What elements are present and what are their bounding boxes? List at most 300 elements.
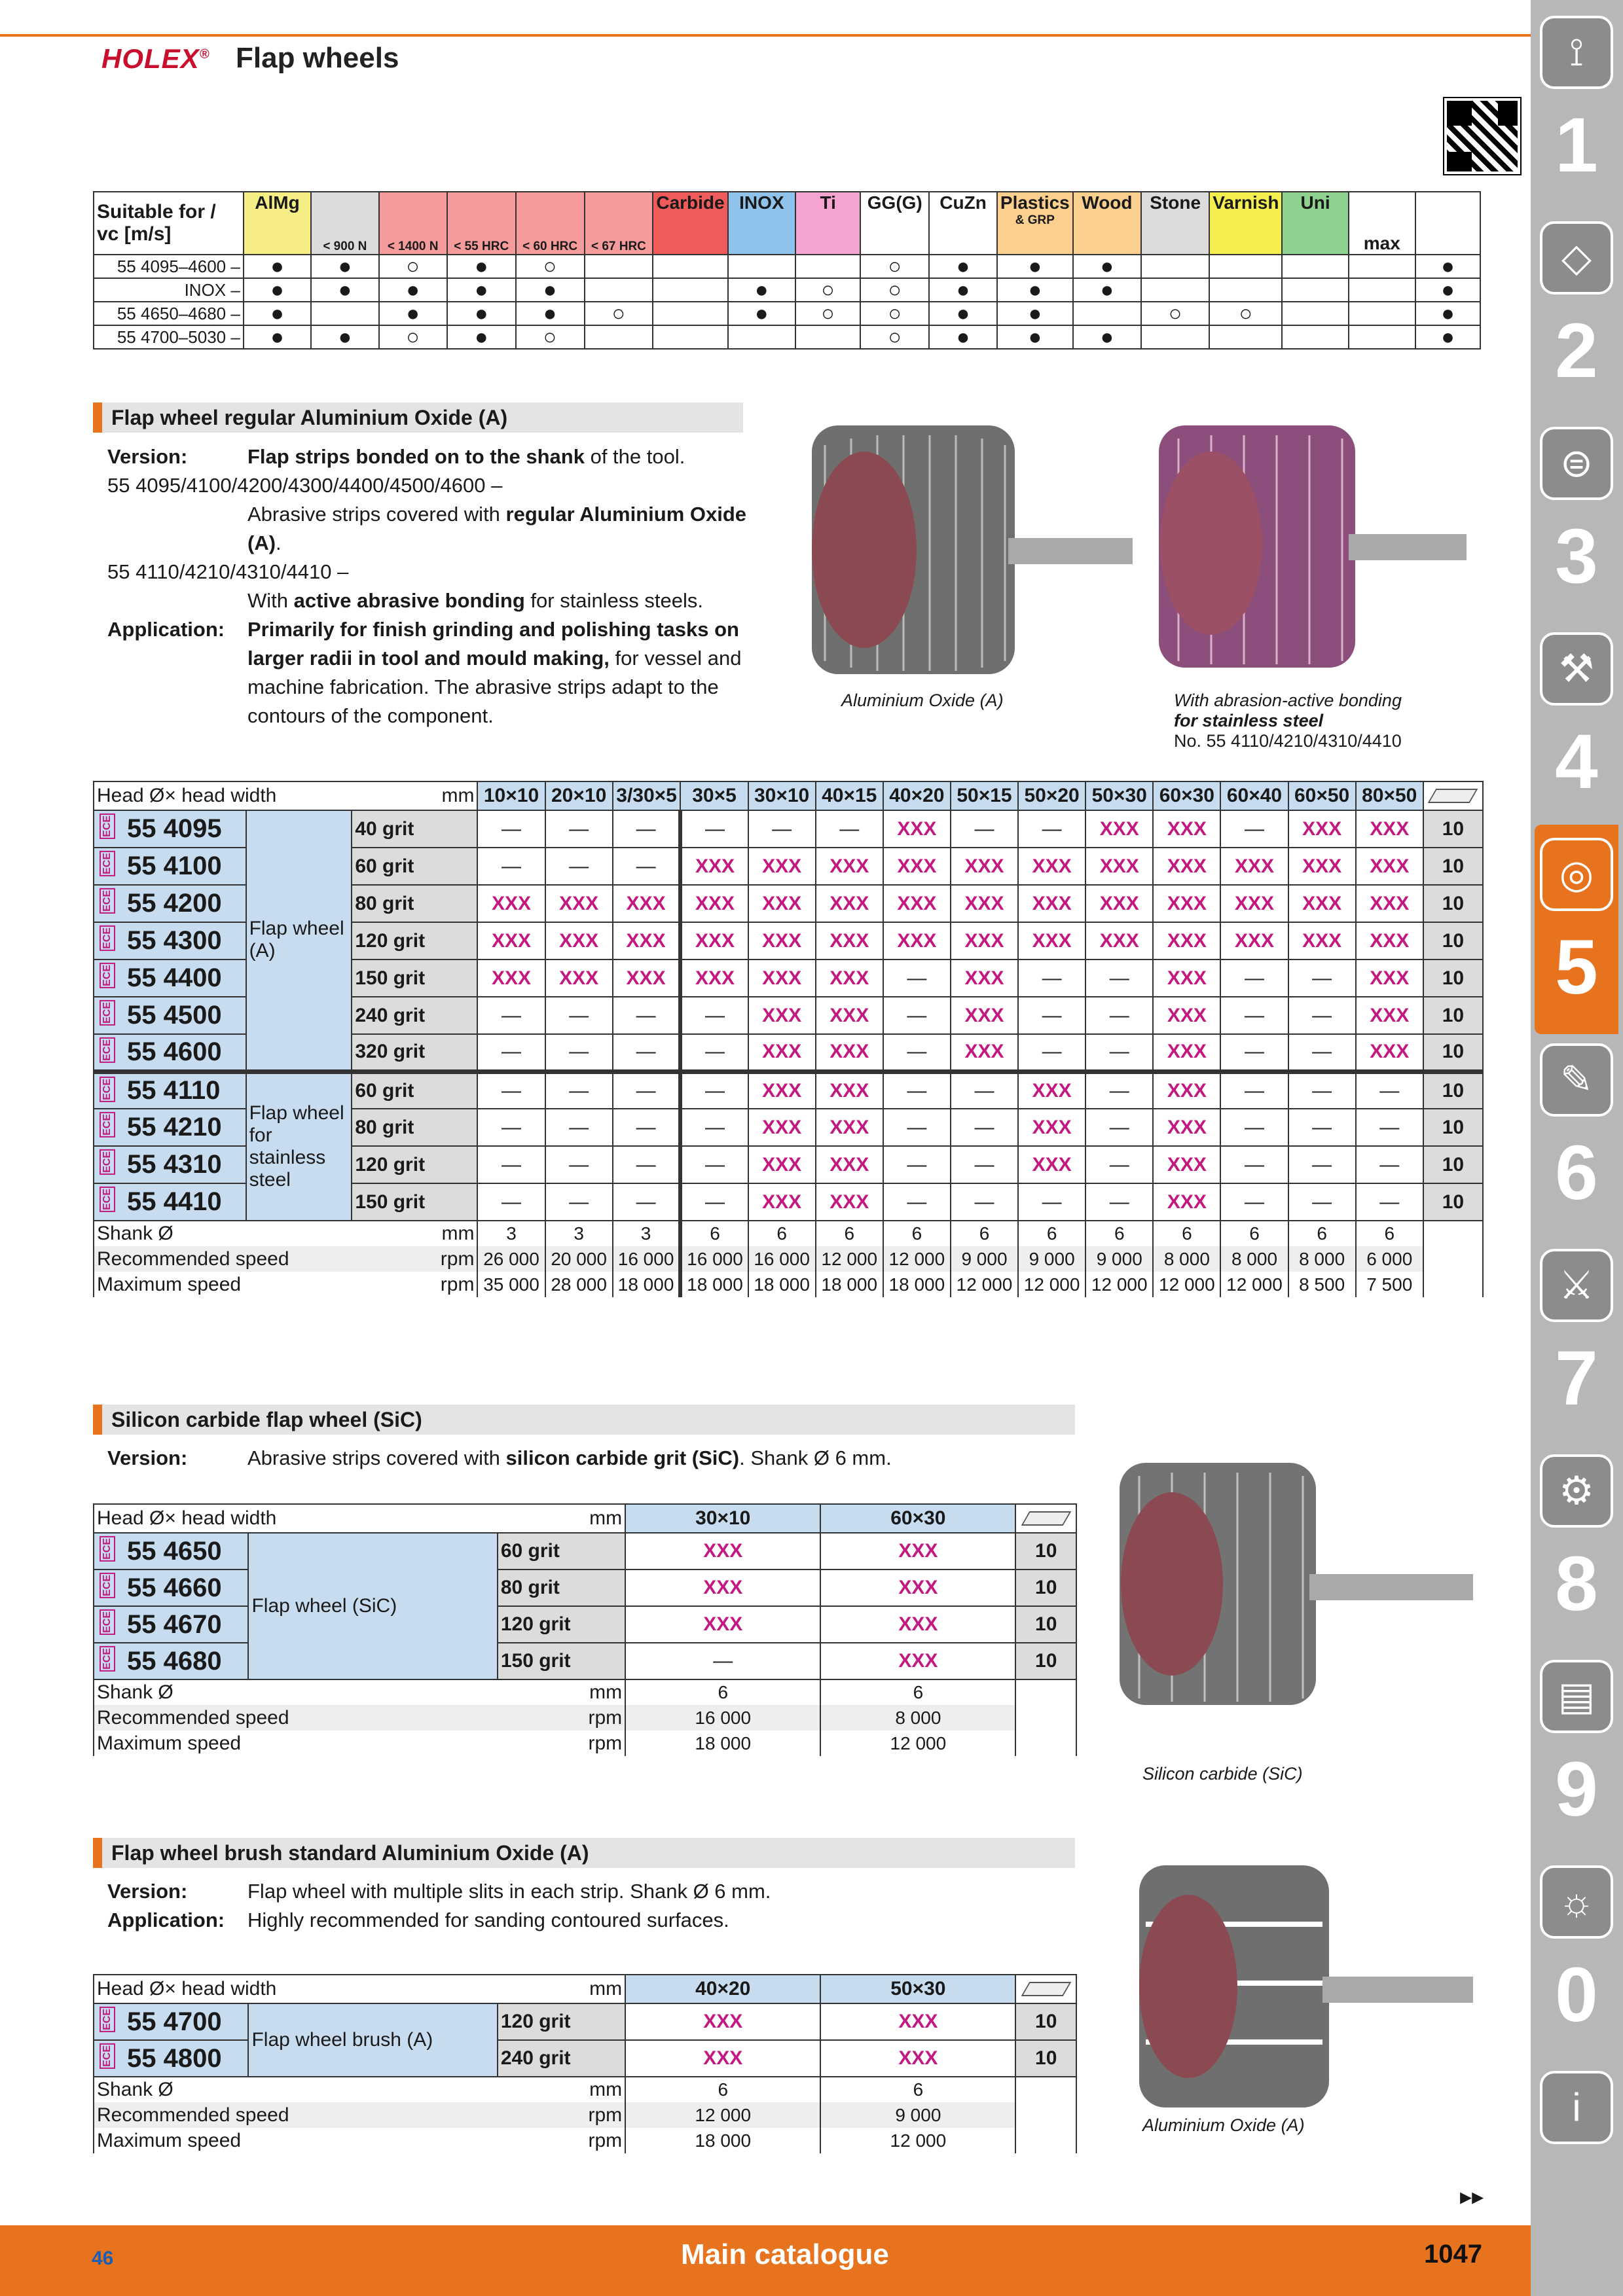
- availability-cell: XXX: [816, 960, 883, 997]
- spec-value: 12 000: [883, 1246, 951, 1272]
- availability-cell: —: [1085, 1034, 1153, 1071]
- article-number[interactable]: ECE 55 4680: [94, 1643, 248, 1679]
- grit-label: 120 grit: [498, 2003, 625, 2040]
- availability-cell: XXX: [748, 885, 816, 922]
- page-title: Flap wheels: [236, 42, 399, 74]
- availability-cell: —: [1220, 1146, 1288, 1183]
- spec-value: 16 000: [613, 1246, 681, 1272]
- grit-label: 150 grit: [352, 960, 477, 997]
- spec-row: [94, 1221, 1483, 1246]
- spec-value: 18 000: [625, 1731, 820, 1756]
- article-number[interactable]: ECE 55 4660: [94, 1570, 248, 1606]
- row-label: 55 4650–4680 –: [94, 302, 244, 325]
- suitability-mark: ○: [860, 302, 929, 325]
- chapter-tab-i[interactable]: [1535, 2058, 1618, 2267]
- suitability-mark: [311, 302, 378, 325]
- availability-cell: —: [1220, 1034, 1288, 1071]
- availability-cell: —: [613, 1071, 681, 1109]
- availability-cell: —: [613, 810, 681, 848]
- availability-cell: XXX: [680, 922, 748, 960]
- article-number[interactable]: ECE 55 4300: [94, 922, 246, 960]
- availability-cell: —: [1220, 1183, 1288, 1221]
- header-rule: [0, 34, 1531, 37]
- availability-cell: —: [951, 810, 1018, 848]
- size-column: 20×10: [545, 781, 613, 810]
- chapter-7-icon: ⚔: [1540, 1249, 1613, 1322]
- pack-qty: 10: [1423, 960, 1483, 997]
- section-heading-brush: Flap wheel brush standard Aluminium Oxide (A): [93, 1838, 1075, 1868]
- pack-qty: 10: [1423, 848, 1483, 885]
- spec-value: 6: [1153, 1221, 1220, 1246]
- pack-qty: 10: [1423, 1034, 1483, 1071]
- grit-label: 240 grit: [352, 997, 477, 1034]
- pack-icon: [1015, 1975, 1076, 2003]
- grit-label: 320 grit: [352, 1034, 477, 1071]
- availability-cell: —: [1356, 1183, 1423, 1221]
- article-number[interactable]: ECE 55 4650: [94, 1533, 248, 1570]
- suitability-mark: [1141, 255, 1209, 278]
- suitability-mark: [653, 325, 727, 349]
- size-column: 50×15: [951, 781, 1018, 810]
- material-column: < 1400 N: [379, 192, 447, 255]
- availability-cell: —: [951, 1109, 1018, 1146]
- grit-label: 240 grit: [498, 2040, 625, 2077]
- suitability-mark: [795, 325, 860, 349]
- table-row: [94, 1606, 1076, 1643]
- availability-cell: XXX: [748, 1146, 816, 1183]
- page-number: 1047: [1424, 2240, 1482, 2269]
- head-size-label: Head Ø× head width: [94, 781, 352, 810]
- article-number-text: 55 4110: [127, 1076, 221, 1105]
- spec-value: 6: [820, 2077, 1015, 2102]
- article-number[interactable]: ECE 55 4100: [94, 848, 246, 885]
- availability-cell: XXX: [680, 960, 748, 997]
- spec-row: [94, 1246, 1483, 1272]
- availability-cell: —: [1288, 1034, 1356, 1071]
- pack-icon: [1015, 1504, 1076, 1533]
- suitability-mark: ●: [244, 325, 311, 349]
- spec-value: 18 000: [625, 2128, 820, 2153]
- material-column: Uni: [1282, 192, 1348, 255]
- availability-cell: XXX: [545, 922, 613, 960]
- section-description-brush: Version: Flap wheel with multiple slits in each strip. Shank Ø 6 mm. Application: Highly recommended for sanding contoured surfaces.: [107, 1880, 771, 1931]
- availability-cell: —: [1018, 997, 1085, 1034]
- availability-cell: XXX: [1220, 848, 1288, 885]
- suitability-mark: ○: [379, 255, 447, 278]
- spec-label: Recommended speed: [94, 1705, 498, 1731]
- availability-cell: XXX: [1288, 848, 1356, 885]
- chapter-i-icon: i: [1540, 2071, 1613, 2144]
- availability-cell: —: [613, 1109, 681, 1146]
- availability-cell: XXX: [816, 1034, 883, 1071]
- spec-label: Recommended speed: [94, 2102, 498, 2128]
- table-row: [94, 2040, 1076, 2077]
- spec-value: 16 000: [680, 1246, 748, 1272]
- chapter-tab-6[interactable]: [1535, 1030, 1618, 1240]
- availability-cell: XXX: [748, 997, 816, 1034]
- brush-caption: Aluminium Oxide (A): [1142, 2115, 1305, 2135]
- availability-cell: XXX: [1085, 885, 1153, 922]
- availability-cell: XXX: [680, 848, 748, 885]
- suitability-mark: [585, 255, 653, 278]
- unit-label: mm: [352, 781, 477, 810]
- spec-value: 8 000: [1288, 1246, 1356, 1272]
- availability-cell: XXX: [1085, 922, 1153, 960]
- suitability-mark: [1282, 302, 1348, 325]
- article-number[interactable]: ECE 55 4600: [94, 1034, 246, 1071]
- table-row: [94, 302, 1480, 325]
- availability-cell: XXX: [883, 885, 951, 922]
- article-number[interactable]: ECE 55 4310: [94, 1146, 246, 1183]
- availability-cell: XXX: [1018, 1109, 1085, 1146]
- pack-qty: 10: [1015, 2040, 1076, 2077]
- material-column: Stone: [1141, 192, 1209, 255]
- spec-value: 6: [625, 1679, 820, 1705]
- availability-cell: XXX: [1153, 1183, 1220, 1221]
- availability-cell: XXX: [816, 922, 883, 960]
- availability-cell: XXX: [1356, 810, 1423, 848]
- article-number-text: 55 4600: [127, 1037, 222, 1066]
- availability-cell: XXX: [951, 1034, 1018, 1071]
- suitability-mark: ●: [1415, 278, 1480, 302]
- material-column: Carbide: [653, 192, 727, 255]
- availability-cell: —: [883, 1109, 951, 1146]
- plastics-label: Plastics: [1000, 192, 1070, 213]
- product-description: Flap wheel brush (A): [248, 2003, 497, 2077]
- chapter-tab-0[interactable]: [1535, 1852, 1618, 2062]
- article-number[interactable]: ECE 55 4400: [94, 960, 246, 997]
- spec-value: 6: [1085, 1221, 1153, 1246]
- article-number[interactable]: ECE 55 4095: [94, 810, 246, 848]
- availability-cell: —: [680, 810, 748, 848]
- spec-blank: [1015, 1731, 1076, 1756]
- size-column: 60×50: [1288, 781, 1356, 810]
- grit-label: 120 grit: [352, 1146, 477, 1183]
- availability-cell: XXX: [883, 810, 951, 848]
- availability-cell: —: [1288, 1109, 1356, 1146]
- chapter-tab-4[interactable]: [1535, 619, 1618, 829]
- availability-cell: —: [680, 1146, 748, 1183]
- row-label: INOX –: [94, 278, 244, 302]
- chapter-tab-7[interactable]: [1535, 1236, 1618, 1445]
- chapter-number: 1: [1555, 102, 1598, 188]
- suitability-mark: ○: [1141, 302, 1209, 325]
- suitability-table: [93, 191, 1481, 350]
- sic-wheel-image: [1113, 1456, 1480, 1718]
- chapter-1-icon: ⟟: [1540, 16, 1613, 89]
- availability-cell: XXX: [613, 922, 681, 960]
- size-column: 10×10: [477, 781, 545, 810]
- size-column: 30×10: [625, 1504, 820, 1533]
- availability-cell: XXX: [625, 2003, 820, 2040]
- availability-cell: —: [883, 1071, 951, 1109]
- grit-label: 120 grit: [498, 1606, 625, 1643]
- article-number[interactable]: ECE 55 4700: [94, 2003, 248, 2040]
- spec-label: Maximum speed: [94, 1272, 352, 1297]
- availability-cell: —: [1085, 1071, 1153, 1109]
- spec-value: 12 000: [820, 1731, 1015, 1756]
- table-row: [94, 1570, 1076, 1606]
- head-size-label: Head Ø× head width: [94, 1975, 498, 2003]
- availability-cell: —: [477, 848, 545, 885]
- availability-cell: XXX: [1018, 885, 1085, 922]
- availability-cell: XXX: [1018, 1146, 1085, 1183]
- spec-unit: rpm: [352, 1272, 477, 1297]
- grit-label: 60 grit: [352, 1071, 477, 1109]
- spec-row: [94, 1679, 1076, 1705]
- spec-label: Recommended speed: [94, 1246, 352, 1272]
- chapter-tab-5[interactable]: [1535, 825, 1618, 1034]
- availability-cell: —: [613, 1146, 681, 1183]
- article-number[interactable]: ECE 55 4210: [94, 1109, 246, 1146]
- article-number[interactable]: ECE 55 4500: [94, 997, 246, 1034]
- spec-value: 16 000: [748, 1246, 816, 1272]
- suitability-mark: ●: [997, 302, 1073, 325]
- suitability-mark: ●: [379, 278, 447, 302]
- availability-cell: XXX: [820, 1533, 1015, 1570]
- chapter-number: 5: [1555, 924, 1598, 1011]
- availability-cell: —: [748, 810, 816, 848]
- availability-cell: XXX: [1153, 922, 1220, 960]
- availability-cell: —: [1220, 997, 1288, 1034]
- suitability-mark: [1349, 255, 1415, 278]
- availability-cell: —: [477, 1183, 545, 1221]
- footer-title: Main catalogue: [681, 2238, 889, 2270]
- suitability-mark: ○: [860, 278, 929, 302]
- size-column: 3/30×5: [613, 781, 681, 810]
- suitability-mark: ○: [1209, 302, 1282, 325]
- spec-value: 6: [1220, 1221, 1288, 1246]
- suitability-mark: ●: [1415, 302, 1480, 325]
- material-column: [1415, 192, 1480, 255]
- spec-value: 18 000: [883, 1272, 951, 1297]
- spec-value: 6: [1288, 1221, 1356, 1246]
- article-number[interactable]: ECE 55 4200: [94, 885, 246, 922]
- spec-blank: [1423, 1246, 1483, 1272]
- availability-cell: XXX: [1018, 1071, 1085, 1109]
- article-number[interactable]: ECE 55 4410: [94, 1183, 246, 1221]
- suitability-mark: ●: [447, 255, 516, 278]
- article-number[interactable]: ECE 55 4110: [94, 1071, 246, 1109]
- spec-value: 12 000: [1153, 1272, 1220, 1297]
- material-column: AlMg: [244, 192, 311, 255]
- chapter-tab-2[interactable]: [1535, 208, 1618, 418]
- spec-value: 6: [820, 1679, 1015, 1705]
- availability-cell: XXX: [951, 848, 1018, 885]
- table-row: [94, 1643, 1076, 1679]
- spec-value: 8 000: [1153, 1246, 1220, 1272]
- availability-cell: XXX: [748, 1183, 816, 1221]
- availability-cell: XXX: [625, 1533, 820, 1570]
- availability-cell: XXX: [748, 1034, 816, 1071]
- availability-cell: XXX: [951, 885, 1018, 922]
- suitability-mark: ●: [1073, 278, 1141, 302]
- availability-cell: —: [883, 960, 951, 997]
- spec-value: 12 000: [816, 1246, 883, 1272]
- availability-cell: —: [545, 1146, 613, 1183]
- chapter-number: 0: [1555, 1952, 1598, 2038]
- sic-caption: Silicon carbide (SiC): [1142, 1764, 1303, 1784]
- spec-value: 12 000: [1085, 1272, 1153, 1297]
- suitability-mark: [1141, 325, 1209, 349]
- availability-cell: —: [883, 1146, 951, 1183]
- availability-cell: XXX: [951, 997, 1018, 1034]
- availability-cell: XXX: [748, 922, 816, 960]
- availability-cell: XXX: [1153, 1146, 1220, 1183]
- spec-value: 9 000: [951, 1246, 1018, 1272]
- qr-code[interactable]: [1444, 98, 1520, 174]
- material-column: < 60 HRC: [516, 192, 585, 255]
- availability-cell: —: [1288, 960, 1356, 997]
- spec-value: 35 000: [477, 1272, 545, 1297]
- pack-qty: 10: [1015, 2003, 1076, 2040]
- next-page-icon[interactable]: ▸▸: [1460, 2183, 1484, 2210]
- availability-cell: XXX: [1153, 1034, 1220, 1071]
- availability-cell: XXX: [748, 1071, 816, 1109]
- chapter-tab-1[interactable]: [1535, 3, 1618, 212]
- availability-cell: XXX: [1153, 1109, 1220, 1146]
- suitability-mark: ●: [244, 302, 311, 325]
- pack-qty: 10: [1423, 997, 1483, 1034]
- availability-cell: XXX: [477, 885, 545, 922]
- suitability-mark: [1282, 255, 1348, 278]
- availability-cell: XXX: [951, 960, 1018, 997]
- suitability-mark: ●: [447, 302, 516, 325]
- suitability-label: Suitable for /: [97, 201, 216, 223]
- availability-cell: —: [1085, 997, 1153, 1034]
- availability-cell: XXX: [477, 922, 545, 960]
- availability-cell: XXX: [1153, 885, 1220, 922]
- availability-cell: —: [545, 997, 613, 1034]
- grit-label: 80 grit: [352, 1109, 477, 1146]
- article-number-text: 55 4500: [127, 1001, 222, 1030]
- availability-cell: XXX: [625, 2040, 820, 2077]
- size-column: 40×15: [816, 781, 883, 810]
- availability-cell: —: [545, 810, 613, 848]
- chapter-tab-9[interactable]: [1535, 1647, 1618, 1856]
- availability-cell: XXX: [545, 885, 613, 922]
- material-column: GG(G): [860, 192, 929, 255]
- availability-cell: XXX: [625, 1570, 820, 1606]
- chapter-8-icon: ⚙: [1540, 1454, 1613, 1528]
- spec-value: 26 000: [477, 1246, 545, 1272]
- suitability-mark: ●: [244, 278, 311, 302]
- availability-cell: XXX: [1085, 848, 1153, 885]
- availability-cell: XXX: [1153, 1071, 1220, 1109]
- spec-label: Shank Ø: [94, 2077, 498, 2102]
- spec-unit: mm: [498, 2077, 625, 2102]
- material-column: max: [1349, 192, 1415, 255]
- spec-label: Maximum speed: [94, 1731, 498, 1756]
- pack-qty: 10: [1423, 810, 1483, 848]
- availability-cell: XXX: [816, 848, 883, 885]
- availability-cell: XXX: [1153, 960, 1220, 997]
- availability-cell: —: [951, 1071, 1018, 1109]
- availability-cell: XXX: [1288, 885, 1356, 922]
- availability-cell: XXX: [1220, 885, 1288, 922]
- availability-cell: XXX: [1153, 997, 1220, 1034]
- spec-blank: [1015, 2128, 1076, 2153]
- suitability-mark: ●: [379, 302, 447, 325]
- availability-cell: —: [1018, 1034, 1085, 1071]
- suitability-mark: [585, 325, 653, 349]
- product-table-brush: [93, 1974, 1077, 2153]
- availability-cell: —: [1356, 1071, 1423, 1109]
- spec-value: 6: [1018, 1221, 1085, 1246]
- section-description: Version: Flap strips bonded on to the shank of the tool. 55 4095/4100/4200/4300/4400/4500/4600 – Abrasive strips covered with regular Aluminium Oxide (A). 55 4110/4210/4310/4410 – With active abrasive bonding for stainless steels. Application: Primarily for finish grinding and polishing tasks on larger radii in tool and mould making, for vessel and machine fabrication. The abrasive strips adapt to the contours of the component.: [107, 445, 747, 727]
- availability-cell: —: [1085, 1183, 1153, 1221]
- availability-cell: XXX: [1288, 810, 1356, 848]
- article-number-text: 55 4400: [127, 963, 222, 992]
- suitability-mark: [1209, 325, 1282, 349]
- chapter-tab-8[interactable]: [1535, 1441, 1618, 1651]
- size-column: 80×50: [1356, 781, 1423, 810]
- chapter-tab-3[interactable]: [1535, 414, 1618, 623]
- chapter-6-icon: ✎: [1540, 1043, 1613, 1117]
- section-heading: Flap wheel regular Aluminium Oxide (A): [93, 403, 743, 433]
- suitability-mark: ●: [311, 255, 378, 278]
- suitability-mark: ●: [311, 325, 378, 349]
- pack-qty: 10: [1015, 1643, 1076, 1679]
- availability-cell: XXX: [1356, 960, 1423, 997]
- spec-blank: [1423, 1221, 1483, 1246]
- suitability-mark: ○: [795, 278, 860, 302]
- availability-cell: —: [1288, 1146, 1356, 1183]
- availability-cell: XXX: [1018, 848, 1085, 885]
- pack-icon: [1423, 781, 1483, 810]
- availability-cell: —: [680, 1183, 748, 1221]
- article-number[interactable]: ECE 55 4670: [94, 1606, 248, 1643]
- unit-label: mm: [498, 1504, 625, 1533]
- availability-cell: —: [883, 1183, 951, 1221]
- suitability-mark: ●: [997, 255, 1073, 278]
- spec-value: 7 500: [1356, 1272, 1423, 1297]
- spec-blank: [1015, 1679, 1076, 1705]
- availability-cell: —: [1288, 1183, 1356, 1221]
- spec-value: 8 000: [820, 1705, 1015, 1731]
- availability-cell: —: [613, 997, 681, 1034]
- suitability-mark: [653, 255, 727, 278]
- article-number[interactable]: ECE 55 4800: [94, 2040, 248, 2077]
- spec-value: 6: [883, 1221, 951, 1246]
- suitability-mark: [585, 278, 653, 302]
- article-number-text: 55 4650: [127, 1536, 222, 1566]
- availability-cell: XXX: [1356, 885, 1423, 922]
- brush-wheel-image: [1133, 1859, 1480, 2121]
- chapter-number: 3: [1555, 513, 1598, 600]
- suitability-mark: ○: [379, 325, 447, 349]
- availability-cell: —: [613, 1034, 681, 1071]
- table-row: [94, 325, 1480, 349]
- suitability-mark: ○: [516, 325, 585, 349]
- availability-cell: XXX: [1220, 922, 1288, 960]
- chapter-0-icon: ☼: [1540, 1865, 1613, 1939]
- spec-value: 9 000: [1018, 1246, 1085, 1272]
- availability-cell: —: [545, 848, 613, 885]
- availability-cell: XXX: [820, 2003, 1015, 2040]
- pack-qty: 10: [1015, 1533, 1076, 1570]
- suitability-mark: ○: [585, 302, 653, 325]
- availability-cell: —: [545, 1109, 613, 1146]
- availability-cell: XXX: [820, 1643, 1015, 1679]
- material-column: CuZn: [929, 192, 997, 255]
- availability-cell: XXX: [820, 1606, 1015, 1643]
- availability-cell: XXX: [816, 1071, 883, 1109]
- spec-blank: [1015, 1705, 1076, 1731]
- suitability-mark: [1349, 325, 1415, 349]
- table-row: [94, 810, 1483, 848]
- suitability-header: [94, 192, 244, 255]
